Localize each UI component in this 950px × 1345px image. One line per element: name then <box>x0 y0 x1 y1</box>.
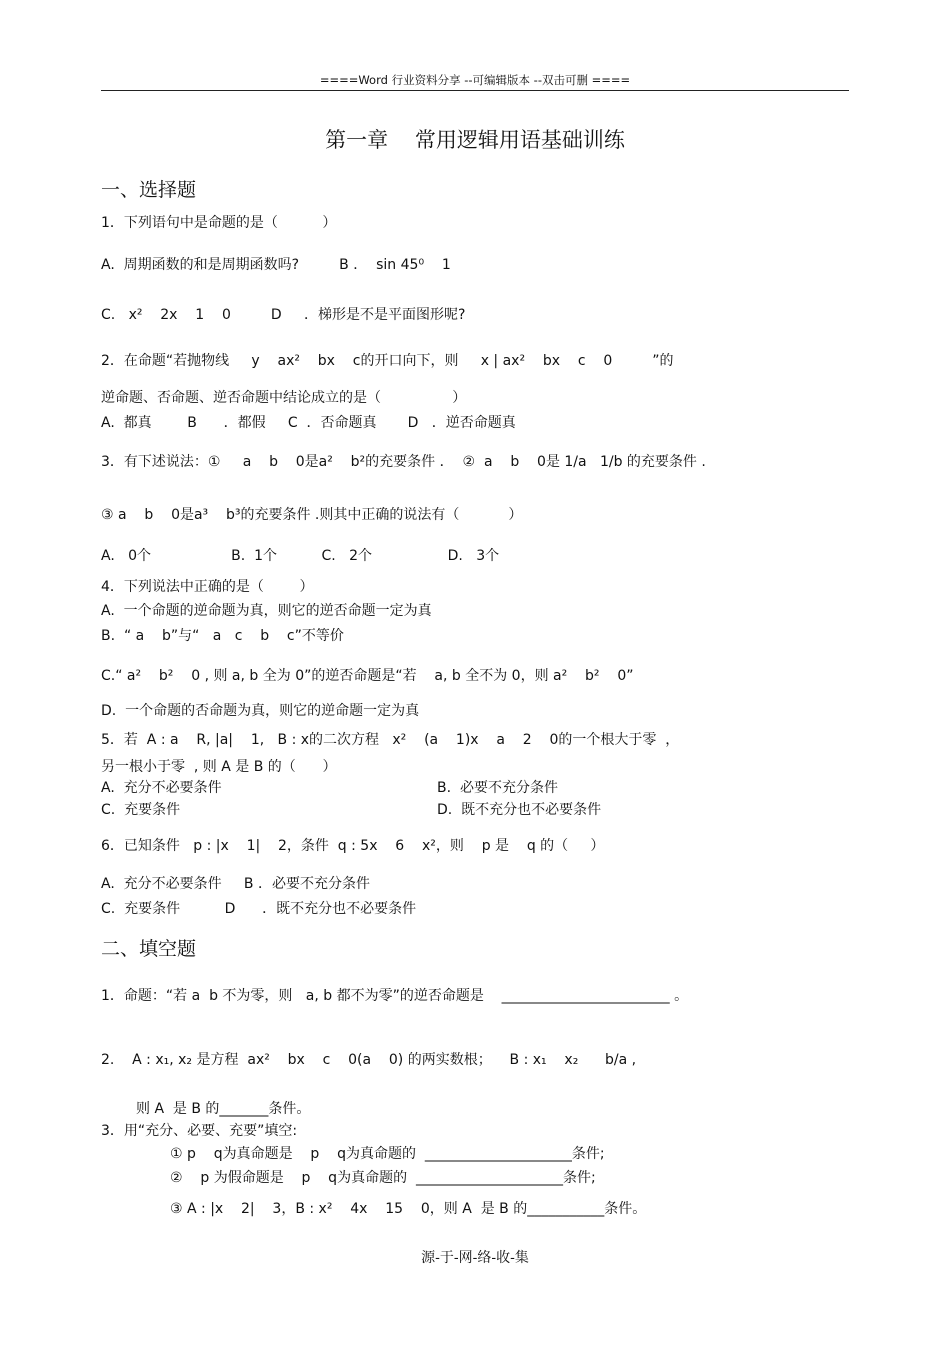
q4-option-c: C.“ a² b² 0 , 则 a, b 全为 0”的逆否命题是“若 a, b 全不为 0，则 a² b² 0” <box>101 668 634 684</box>
page-footer: 源-于-网-络-收-集 <box>421 1250 529 1266</box>
page-title: 第一章 常用逻辑用语基础训练 <box>325 128 625 152</box>
q3-stem: 3．有下述说法：① a b 0是a² b²的充要条件 ． ② a b 0是 1/a 1/b 的充要条件 . <box>101 454 706 470</box>
q1-options-cd: C. x² 2x 1 0 D ．梯形是不是平面图形呢? <box>101 307 466 323</box>
q3-stem-cont: ③ a b 0是a³ b³的充要条件 .则其中正确的说法有（ ） <box>101 507 523 523</box>
q1-options-ab: A. 周期函数的和是周期函数吗? B ． sin 45⁰ 1 <box>101 257 451 273</box>
q2-stem: 2．在命题“若抛物线 y ax² bx c的开口向下，则 x | ax² bx c 0 ”的 <box>101 353 674 369</box>
q5-stem: 5．若 A : a R, |a| 1, B : x的二次方程 x² (a 1)x a 2 0的一个根大于零 ， <box>101 732 680 748</box>
q5-option-c: C. 充要条件 <box>101 802 181 818</box>
f2-stem-cont: 则 A 是 B 的_______条件。 <box>136 1101 311 1117</box>
q3-options: A. 0个 B. 1个 C. 2个 D. 3个 <box>101 548 500 564</box>
q6-stem: 6．已知条件 p : |x 1| 2，条件 q : 5x 6 x²，则 p 是 q 的（ ） <box>101 838 605 854</box>
f1-stem: 1．命题：“若 a b 不为零，则 a, b 都不为零”的逆否命题是 ________________________ 。 <box>101 988 689 1004</box>
q4-option-b: B. “ a b”与“ a c b c”不等价 <box>101 628 344 644</box>
q2-stem-cont: 逆命题、否命题、逆否命题中结论成立的是（ ） <box>101 390 467 406</box>
q5-stem-cont: 另一根小于零 , 则 A 是 B 的（ ） <box>101 759 337 775</box>
q5-option-b: B. 必要不充分条件 <box>437 780 558 796</box>
header-rule <box>101 90 849 91</box>
q5-option-d: D. 既不充分也不必要条件 <box>437 802 602 818</box>
q1-stem: 1．下列语句中是命题的是（ ） <box>101 215 337 231</box>
section-fill-in: 二、填空题 <box>101 938 197 960</box>
page-header: ====Word 行业资料分享 --可编辑版本 --双击可删 ==== <box>319 73 631 87</box>
q4-option-d: D. 一个命题的否命题为真，则它的逆命题一定为真 <box>101 703 420 719</box>
q5-option-a: A. 充分不必要条件 <box>101 780 222 796</box>
section-multiple-choice: 一、选择题 <box>101 179 197 201</box>
q6-options-cd: C. 充要条件 D ．既不充分也不必要条件 <box>101 901 417 917</box>
f3-item-3: ③ A : |x 2| 3，B : x² 4x 15 0，则 A 是 B 的___________条件。 <box>170 1201 647 1217</box>
q4-stem: 4．下列说法中正确的是（ ） <box>101 579 314 595</box>
q4-option-a: A. 一个命题的逆命题为真，则它的逆否命题一定为真 <box>101 603 432 619</box>
f3-stem: 3．用“充分、必要、充要”填空: <box>101 1123 298 1139</box>
q6-options-ab: A. 充分不必要条件 B ．必要不充分条件 <box>101 876 370 892</box>
f3-item-2: ② p 为假命题是 p q为真命题的 _____________________条件; <box>170 1170 596 1186</box>
q2-options: A. 都真 B ．都假 C ．否命题真 D ．逆否命题真 <box>101 415 516 431</box>
f3-item-1: ① p q为真命题是 p q为真命题的 _____________________条件; <box>170 1146 605 1162</box>
f2-stem: 2. A : x₁, x₂ 是方程 ax² bx c 0(a 0) 的两实数根； B : x₁ x₂ b/a , <box>101 1052 637 1068</box>
